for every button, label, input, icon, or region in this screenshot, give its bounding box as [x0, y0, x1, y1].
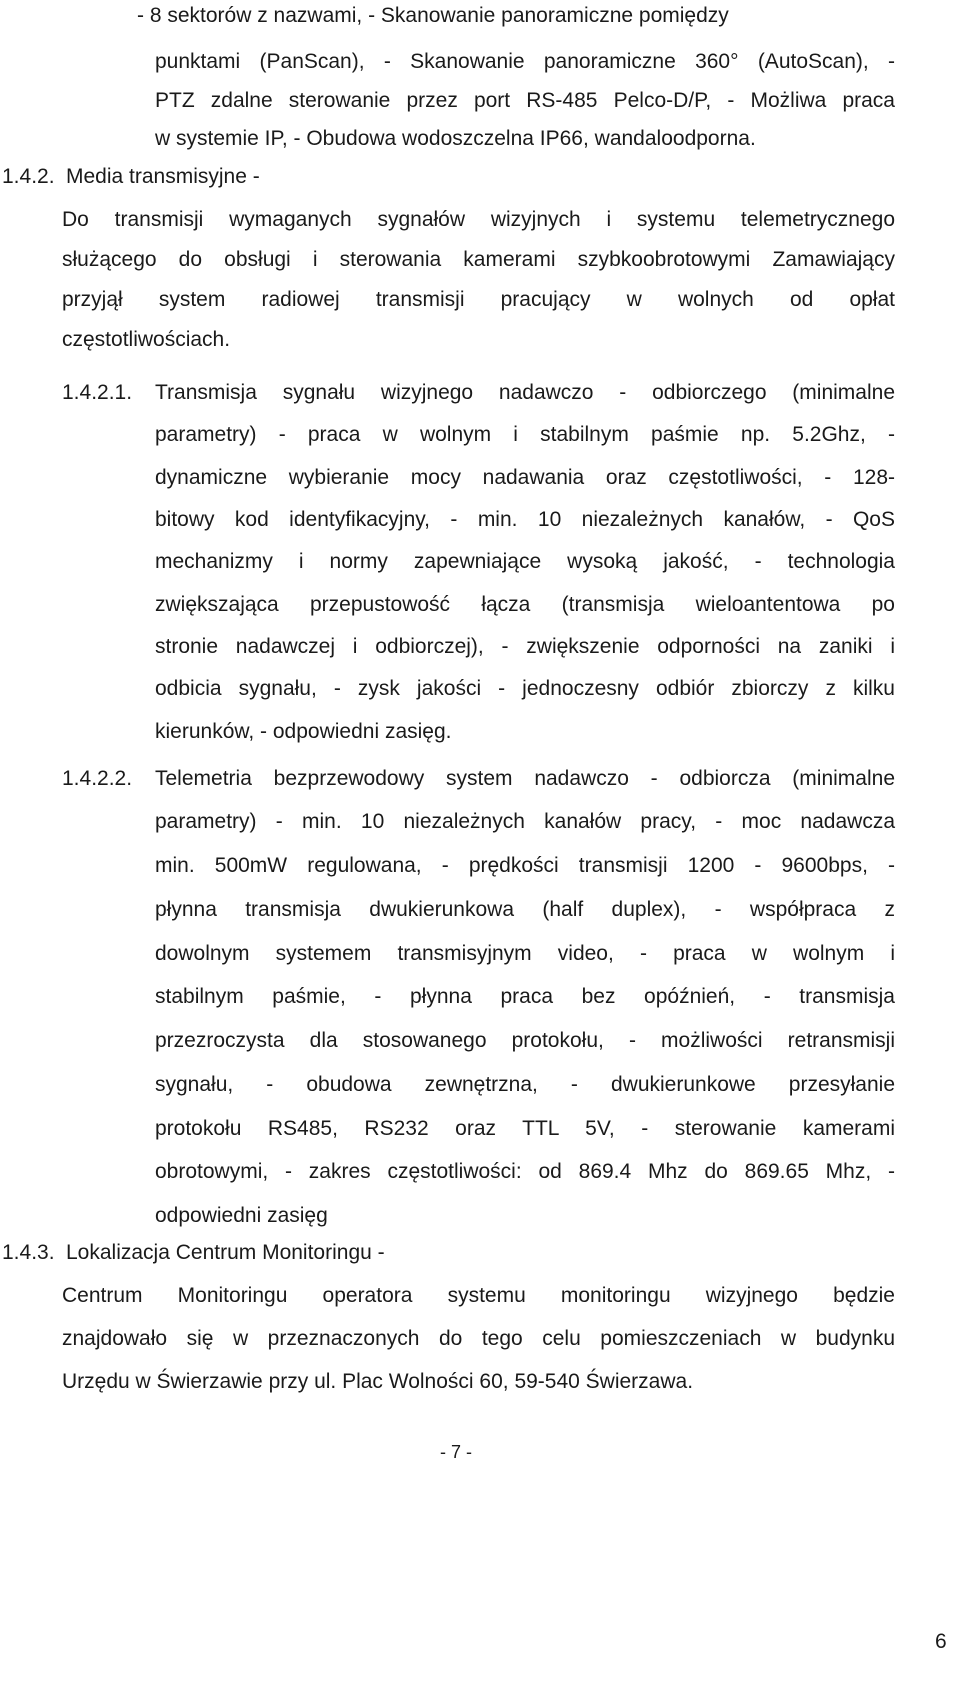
text-line: - 8 sektorów z nazwami, - Skanowanie panoramiczne pomiędzy: [137, 4, 729, 27]
text-line: stabilnym paśmie, - płynna praca bez opóźnień, - transmisja: [155, 985, 895, 1008]
text-line: Centrum Monitoringu operatora systemu monitoringu wizyjnego będzie: [62, 1284, 895, 1307]
text-line: protokołu RS485, RS232 oraz TTL 5V, - sterowanie kamerami: [155, 1117, 895, 1140]
section-number: 1.4.2.1.: [62, 381, 133, 404]
text-line: punktami (PanScan), - Skanowanie panoramiczne 360° (AutoScan), -: [155, 50, 895, 73]
text-line: bitowy kod identyfikacyjny, - min. 10 niezależnych kanałów, - QoS: [155, 508, 895, 531]
section-heading: Media transmisyjne -: [66, 165, 260, 188]
text-line: przyjął system radiowej transmisji pracujący w wolnych od opłat: [62, 288, 895, 311]
text-line: obrotowymi, - zakres częstotliwości: od 869.4 Mhz do 869.65 Mhz, -: [155, 1160, 895, 1183]
text-line: płynna transmisja dwukierunkowa (half duplex), - współpraca z: [155, 898, 895, 921]
section-number: 1.4.2.2.: [62, 767, 133, 790]
text-line: odbicia sygnału, - zysk jakości - jednoczesny odbiór zbiorczy z kilku: [155, 677, 895, 700]
text-line: służącego do obsługi i sterowania kamerami szybkoobrotowymi Zamawiający: [62, 248, 895, 271]
section-heading: Lokalizacja Centrum Monitoringu -: [66, 1241, 385, 1264]
text-line: dynamiczne wybieranie mocy nadawania oraz częstotliwości, - 128-: [155, 466, 895, 489]
text-line: parametry) - min. 10 niezależnych kanałów pracy, - moc nadawcza: [155, 810, 895, 833]
text-line: parametry) - praca w wolnym i stabilnym paśmie np. 5.2Ghz, -: [155, 423, 895, 446]
text-line: Urzędu w Świerzawie przy ul. Plac Wolności 60, 59-540 Świerzawa.: [62, 1370, 694, 1393]
text-line: stronie nadawczej i odbiorczej), - zwiększenie odporności na zaniki i: [155, 635, 895, 658]
text-line: sygnału, - obudowa zewnętrzna, - dwukierunkowe przesyłanie: [155, 1073, 895, 1096]
text-line: odpowiedni zasięg: [155, 1204, 328, 1227]
section-number: 1.4.2.: [2, 165, 55, 188]
text-line: znajdowało się w przeznaczonych do tego celu pomieszczeniach w budynku: [62, 1327, 895, 1350]
section-number: 1.4.3.: [2, 1241, 55, 1264]
text-line: Telemetria bezprzewodowy system nadawczo - odbiorcza (minimalne: [155, 767, 895, 790]
page-number: - 7 -: [440, 1442, 473, 1462]
side-page-number: 6: [935, 1630, 947, 1653]
text-line: Do transmisji wymaganych sygnałów wizyjnych i systemu telemetrycznego: [62, 208, 895, 231]
text-line: dowolnym systemem transmisyjnym video, - praca w wolnym i: [155, 942, 895, 965]
text-line: w systemie IP, - Obudowa wodoszczelna IP66, wandaloodporna.: [155, 127, 756, 150]
text-line: przezroczysta dla stosowanego protokołu, - możliwości retransmisji: [155, 1029, 895, 1052]
text-line: zwiększająca przepustowość łącza (transmisja wieloantentowa po: [155, 593, 895, 616]
text-line: Transmisja sygnału wizyjnego nadawczo - odbiorczego (minimalne: [155, 381, 895, 404]
text-line: częstotliwościach.: [62, 328, 231, 351]
text-line: PTZ zdalne sterowanie przez port RS-485 Pelco-D/P, - Możliwa praca: [155, 89, 895, 112]
text-line: kierunków, - odpowiedni zasięg.: [155, 720, 452, 743]
text-line: min. 500mW regulowana, - prędkości transmisji 1200 - 9600bps, -: [155, 854, 895, 877]
text-line: mechanizmy i normy zapewniające wysoką jakość, - technologia: [155, 550, 895, 573]
